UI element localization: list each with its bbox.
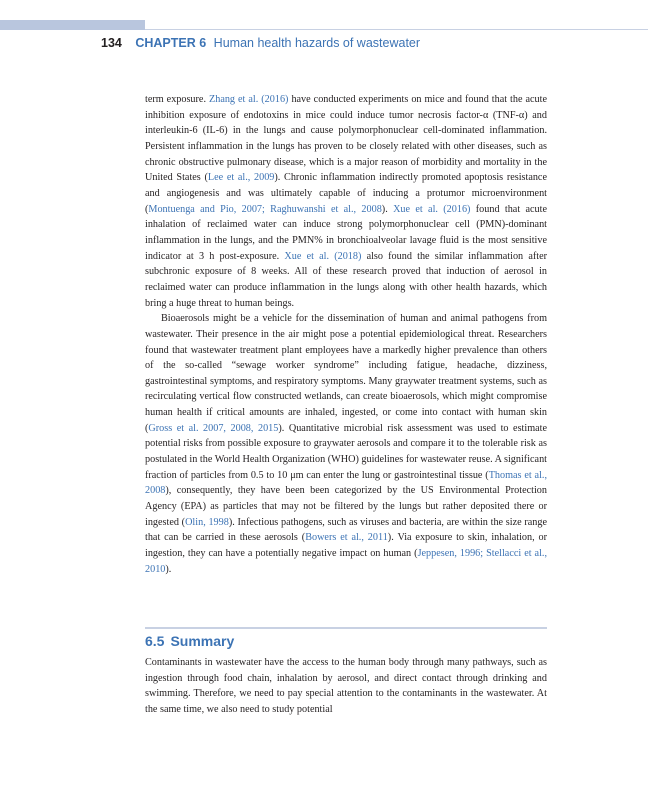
citation-link[interactable]: Lee et al., 2009 <box>207 172 275 184</box>
paragraph-2 <box>145 311 547 577</box>
page-number: 134 <box>101 36 122 50</box>
section-number: 6.5 <box>145 633 165 649</box>
text-run: also found the similar inflammation after subchronic exposure of 8 weeks. All of these research proved that induction of aerosol in reclaimed water can produce inflammation in the lungs along with other health hazards, which bring a huge threat to human beings. <box>145 250 547 309</box>
paragraph-1 <box>145 92 547 311</box>
citation-link[interactable]: Olin, 1998 <box>185 516 229 528</box>
body-text <box>145 92 547 577</box>
text-run: ). Quantitative microbial risk assessment was used to estimate potential risks from possible exposure to graywater aerosols and compare it to the tolerable risk as postulated in the World Health Organization (WHO) guidelines for wastewater reuse. A significant fraction of particles from 0.5 to 10 μm can enter the lung or gastrointestinal tissue ( <box>145 422 547 481</box>
citation-link[interactable]: Bowers et al., 2011 <box>305 532 388 544</box>
citation-link[interactable]: Zhang et al. (2016) <box>209 94 289 105</box>
text-run: ). Chronic inflammation indirectly promoted apoptosis resistance and angiogenesis and was ultimately capable of inducing a protumor microenvironment ( <box>145 172 547 215</box>
text-run: term exposure. <box>145 94 209 105</box>
running-header <box>101 36 420 50</box>
text-run: found that acute inhalation of reclaimed water can induce strong polymorphonuclear cell (PMN)-dominant inflammation in the lungs, and the PMN% in bronchioalveolar lavage fluid is the most sensitive indicator at 3 h post-exposure. <box>145 203 547 262</box>
header-rule <box>145 29 648 30</box>
text-run: ), consequently, they have been been categorized by the US Environmental Protection Agency (EPA) as particles that may not be filtered by the lungs but rather deposited there or ingested ( <box>145 485 547 528</box>
section-title: Summary <box>170 633 235 649</box>
citation-link[interactable]: Xue et al. (2016) <box>393 203 471 215</box>
text-run: have conducted experiments on mice and found that the acute inhibition exposure of endotoxins in mice could induce tumor necrosis factor-α (TNF-α) and interleukin-6 (IL-6) in the lungs and cause polymorphonuclear cell-dominated inflammation. Persistent inflammation in the lungs has proven to be closely related with other diseases, such as chronic obstructive pulmonary disease, which is a major reason of morbidity and mortality in the United States ( <box>145 94 547 184</box>
section-rule <box>145 627 547 629</box>
citation-link[interactable]: Xue et al. (2018) <box>284 250 362 262</box>
text-run: ). <box>165 563 172 575</box>
summary-text <box>145 655 547 718</box>
text-run: ). <box>381 203 394 215</box>
citation-link[interactable]: Gross et al. 2007, 2008, 2015 <box>148 422 279 434</box>
text-run: ). Infectious pathogens, such as viruses and bacteria, are within the size range that can be carried in these aerosols ( <box>145 516 547 544</box>
text-run: ). Via exposure to skin, inhalation, or ingestion, they can have a potentially negative impact on human ( <box>145 532 548 560</box>
chapter-title: Human health hazards of wastewater <box>213 36 421 50</box>
citation-link[interactable]: Thomas et al., 2008 <box>145 469 548 497</box>
text-run: Bioaerosols might be a vehicle for the dissemination of human and animal pathogens from wastewater. Their presence in the air might pose a potential epidemiological threat. Researchers found that wastewater treatment plant employees have a markedly higher prevalence than others of the so-called “sewage worker syndrome” including fatigue, headache, dizziness, gastrointestinal symptoms, and respiratory symptoms. Many graywater treatment systems, such as recirculating vertical flow constructed wetlands, can create bioaerosols, which might compromise human health if critical amounts are inhaled, ingested, or come into contact with human skin ( <box>145 313 547 434</box>
citation-link[interactable]: Montuenga and Pio, 2007; Raghuwanshi et al., 2008 <box>148 203 382 215</box>
summary-paragraph: Contaminants in wastewater have the access to the human body through many pathways, such as ingestion through food chain, inhalation by aerosol, and direct contact through drinking and swimming. Therefore, we need to pay special attention to the contaminants in the wastewater. At the same time, we also need to study potential <box>145 657 547 715</box>
section-heading <box>145 633 234 649</box>
chapter-label: CHAPTER 6 <box>135 36 207 50</box>
citation-link[interactable]: Jeppesen, 1996; Stellacci et al., 2010 <box>145 548 548 575</box>
header-color-bar <box>0 20 145 30</box>
